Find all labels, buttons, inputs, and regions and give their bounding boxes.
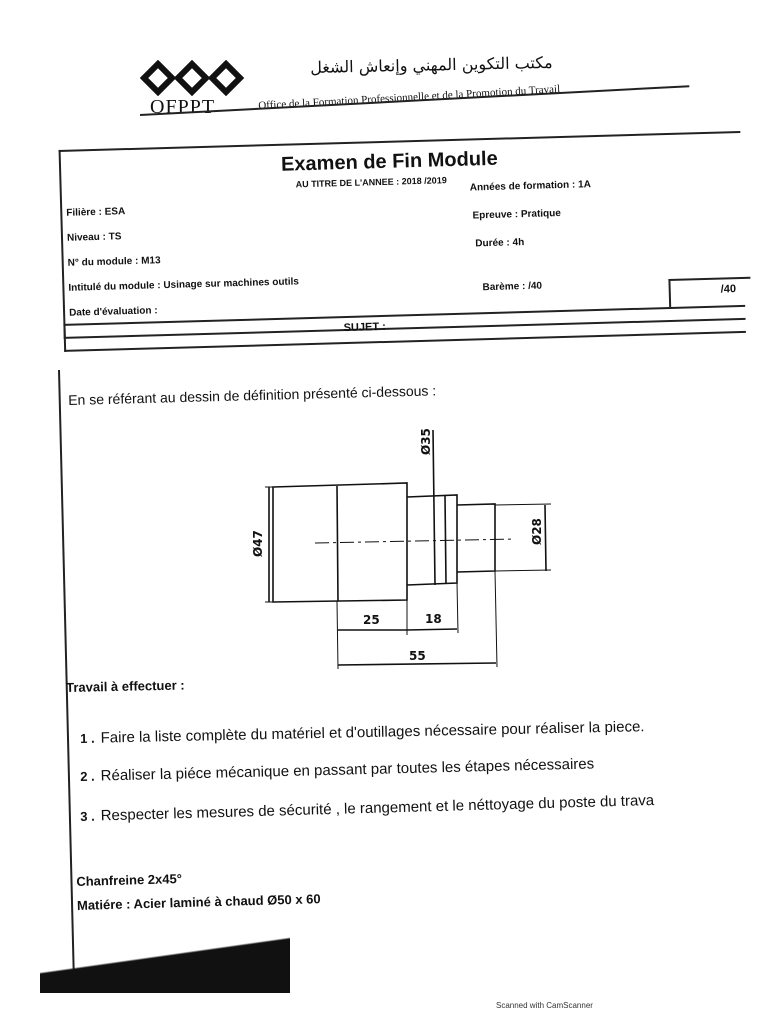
center-axis — [315, 539, 515, 543]
exam-info-box — [58, 111, 744, 340]
exam-title: Examen de Fin Module — [280, 147, 498, 176]
scanner-watermark: Scanned with CamScanner — [496, 1001, 593, 1010]
task-2-number: 2 . — [80, 768, 95, 784]
task-1-text: Faire la liste complète du matériel et d'outillages nécessaire pour réaliser la piece. — [100, 718, 645, 747]
exam-subtitle: AU TITRE DE L'ANNEE : 2018 /2019 — [295, 175, 447, 190]
arabic-office-name: مكتب التكوين المهني وإنعاش الشغل — [310, 52, 553, 77]
dim-55: 55 — [409, 649, 426, 663]
technical-drawing — [245, 425, 575, 685]
work-heading: Travail à effectuer : — [66, 677, 185, 695]
score-box — [668, 277, 751, 307]
dim-d47: Ø47 — [251, 530, 265, 557]
sujet-label: SUJET : — [343, 320, 386, 335]
field-module-number: N° du module : M13 — [67, 255, 161, 269]
chanfrein-note: Chanfreine 2x45° — [76, 871, 183, 889]
field-epreuve: Epreuve : Pratique — [472, 207, 562, 222]
page-left-border — [58, 370, 75, 970]
task-3-number: 3 . — [80, 808, 95, 824]
score-box-value: /40 — [720, 283, 737, 296]
step-28 — [457, 504, 495, 572]
dim-d35: Ø35 — [419, 428, 433, 455]
task-3 — [80, 792, 654, 825]
dim-18: 18 — [425, 612, 442, 626]
task-3-text: Respecter les mesures de sécurité , le rangement et le néttoyage du poste du trava — [100, 791, 655, 825]
field-bareme: Barème : /40 — [482, 280, 543, 294]
dim-d28: Ø28 — [530, 518, 544, 545]
field-annee-formation: Années de formation : 1A — [469, 179, 592, 194]
task-2 — [80, 755, 594, 785]
ofppt-logo-icon — [140, 60, 246, 96]
field-module-title: Intitulé du module : Usinage sur machines outils — [68, 276, 300, 294]
task-1-number: 1 . — [80, 730, 95, 746]
field-niveau: Niveau : TS — [66, 231, 122, 244]
dim-25: 25 — [363, 613, 380, 627]
field-date: Date d'évaluation : — [68, 305, 158, 319]
logo-text: OFPPT — [150, 96, 216, 118]
matiere-note: Matiére : Acier laminé à chaud Ø50 x 60 — [76, 891, 321, 913]
task-2-text: Réaliser la piéce mécanique en passant par toutes les étapes nécessaires — [100, 755, 595, 785]
office-name: Office de la Formation Professionnelle et de la Promotion du Travail — [258, 83, 561, 112]
scan-shadow — [40, 935, 290, 993]
task-1 — [80, 718, 645, 747]
chamfer-line — [445, 496, 446, 583]
section-line — [337, 486, 338, 601]
field-filiere: Filière : ESA — [66, 206, 126, 219]
notes — [76, 863, 321, 918]
field-duree: Durée : 4h — [475, 237, 525, 250]
intro-text: En se référant au dessin de définition présenté ci-dessous : — [68, 382, 437, 408]
